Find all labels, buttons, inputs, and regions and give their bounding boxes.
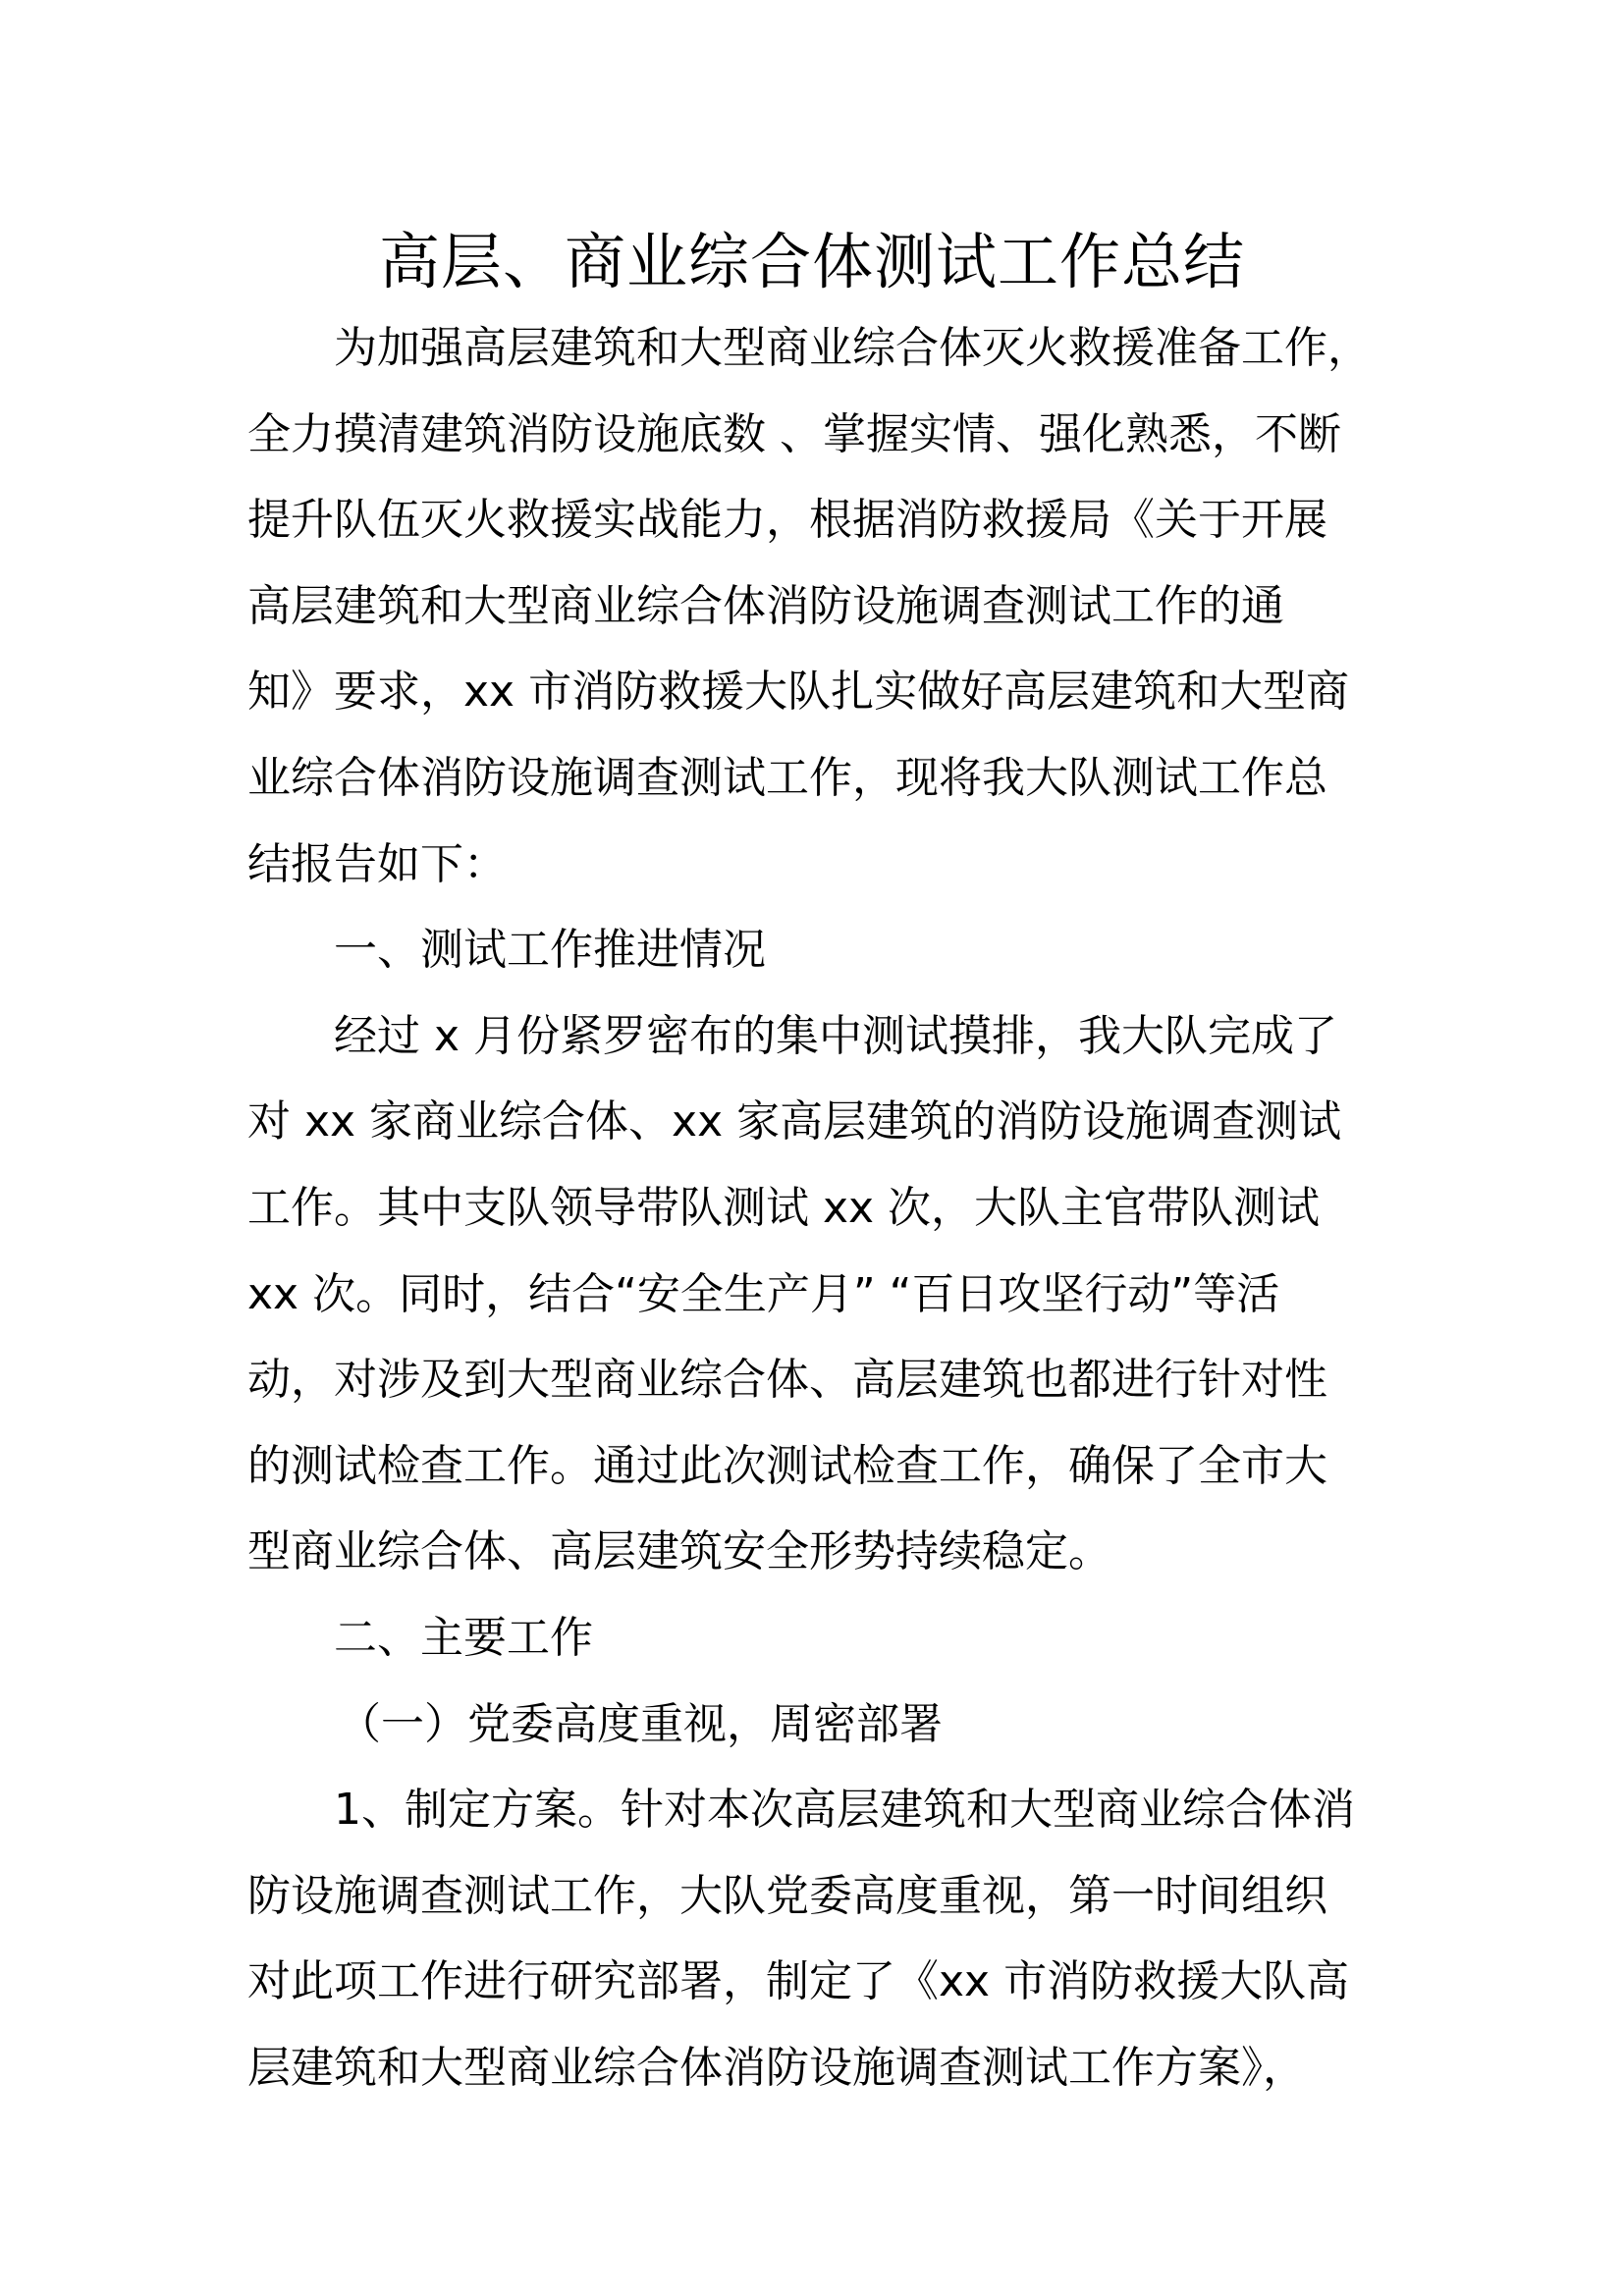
body-line: 1、制定方案。针对本次高层建筑和大型商业综合体消 — [334, 1785, 1355, 1836]
body-line: 高层建筑和大型商业综合体消防设施调查测试工作的通 — [247, 580, 1284, 631]
body-line: 工作。其中支队领导带队测试 xx 次，大队主官带队测试 — [247, 1182, 1321, 1233]
body-line: 经过 x 月份紧罗密布的集中测试摸排，我大队完成了 — [334, 1010, 1338, 1061]
section-heading: 二、主要工作 — [334, 1612, 593, 1663]
body-line: 业综合体消防设施调查测试工作，现将我大队测试工作总 — [247, 752, 1327, 803]
document-title: 高层、商业综合体测试工作总结 — [378, 226, 1245, 297]
subsection-heading: （一）党委高度重视，周密部署 — [338, 1698, 943, 1749]
body-line: 层建筑和大型商业综合体消防设施调查测试工作方案》， — [247, 2042, 1306, 2093]
body-line: xx 次。同时，结合“安全生产月” “百日攻坚行动”等活 — [247, 1268, 1280, 1319]
body-line: 为加强高层建筑和大型商业综合体灭火救援准备工作， — [334, 323, 1371, 373]
body-line: 型商业综合体、高层建筑安全形势持续稳定。 — [247, 1526, 1111, 1577]
body-line: 结报告如下： — [247, 838, 507, 889]
body-line: 对此项工作进行研究部署，制定了《xx 市消防救援大队高 — [247, 1956, 1350, 2007]
body-line: 知》要求，xx 市消防救援大队扎实做好高层建筑和大型商 — [247, 667, 1350, 718]
body-line: 全力摸清建筑消防设施底数 、掌握实情、强化熟悉，不断 — [247, 408, 1341, 459]
document-body — [247, 305, 1377, 2110]
body-line: 的测试检查工作。通过此次测试检查工作，确保了全市大 — [247, 1440, 1327, 1491]
body-line: 提升队伍灭火救援实战能力，根据消防救援局《关于开展 — [247, 495, 1327, 546]
body-line: 动，对涉及到大型商业综合体、高层建筑也都进行针对性 — [247, 1355, 1327, 1406]
section-heading: 一、测试工作推进情况 — [334, 925, 766, 976]
body-line: 防设施调查测试工作，大队党委高度重视，第一时间组织 — [247, 1870, 1327, 1921]
body-line: 对 xx 家商业综合体、xx 家高层建筑的消防设施调查测试 — [247, 1096, 1342, 1148]
